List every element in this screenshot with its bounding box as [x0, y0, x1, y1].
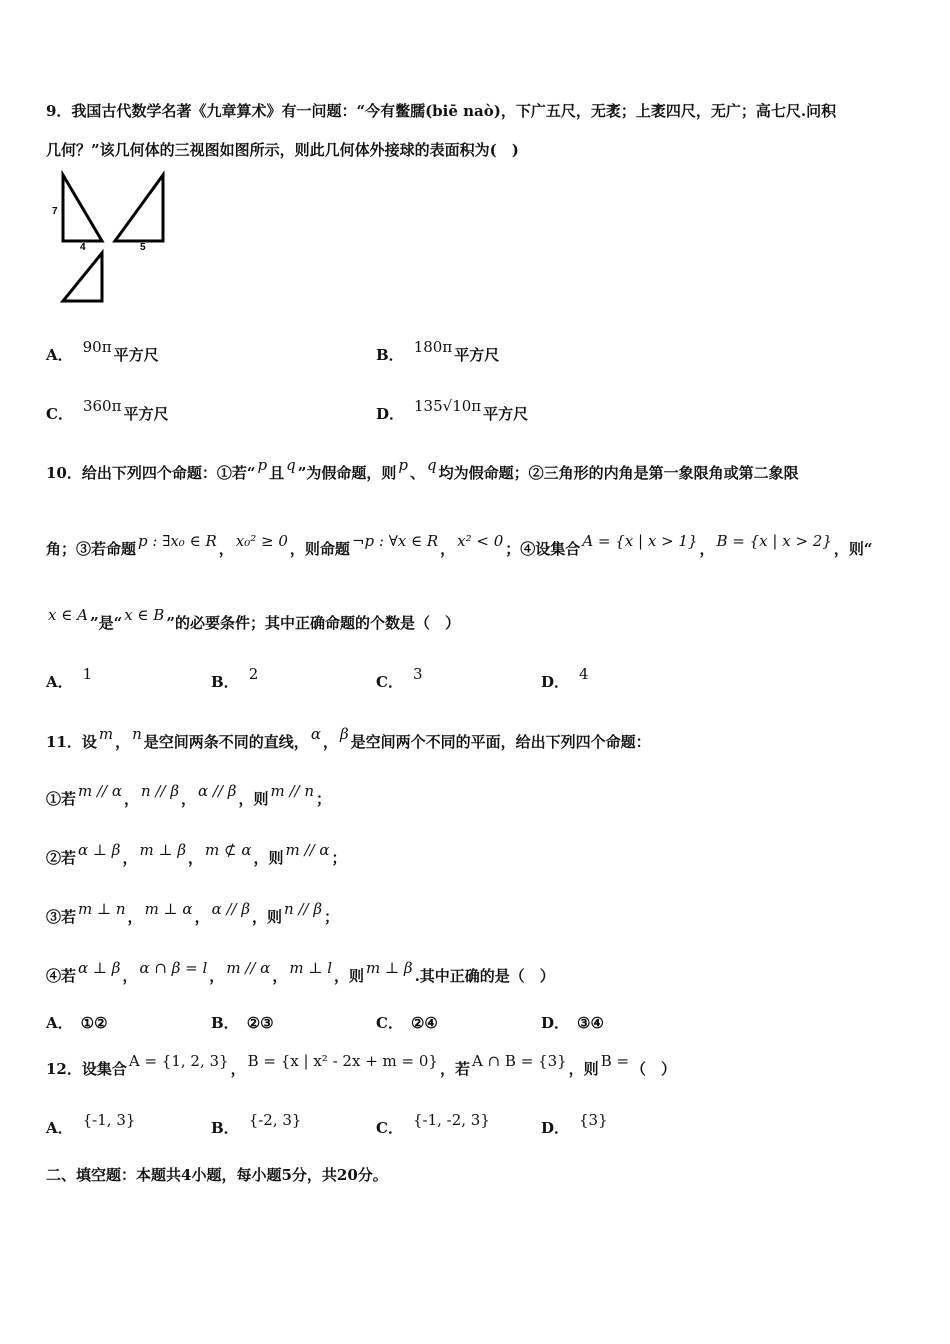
q10-option-b[interactable]: B． 2 [211, 665, 259, 691]
front-view-triangle [63, 175, 102, 241]
q9-option-b[interactable]: B． 180π 平方尺 [376, 338, 500, 364]
top-view-triangle [63, 253, 102, 301]
section-2-heading: 二、填空题：本题共4小题，每小题5分，共20分。 [46, 1166, 388, 1184]
label-width-5: 5 [140, 242, 146, 253]
q12-option-a[interactable]: A． {-1, 3} [46, 1111, 136, 1137]
q11-prop-3: ③若 m ⊥ n ， m ⊥ α ， α // β ，则 n // β ； [46, 900, 340, 926]
q9-option-a[interactable]: A． 90π 平方尺 [46, 338, 159, 364]
side-view-triangle [115, 175, 163, 241]
q12-option-d[interactable]: D． {3} [541, 1111, 608, 1137]
q10-line3: x ∈ A ”是“ x ∈ B ”的必要条件；其中正确命题的个数是（ ） [48, 606, 460, 632]
q9-option-c[interactable]: C． 360π 平方尺 [46, 397, 169, 423]
q11-stem: 11．设 m ， n 是空间两条不同的直线， α ， β 是空间两个不同的平面，给出下列四个命题： [46, 725, 651, 751]
q9-line2: 几何？”该几何体的三视图如图所示，则此几何体外接球的表面积为( ) [46, 141, 519, 159]
q11-option-d[interactable]: D． ③④ [541, 1014, 604, 1032]
three-view-figure [50, 170, 180, 310]
q12-stem: 12．设集合 A = {1, 2, 3} ， B = {x | x² - 2x + m = 0} ，若 A ∩ B = {3} ，则 B = （ ） [46, 1052, 677, 1078]
q12-option-c[interactable]: C． {-1, -2, 3} [376, 1111, 490, 1137]
q10-line1: 10．给出下列四个命题：①若“ p 且 q ”为假命题，则 p 、 q 均为假命题；②三角形的内角是第一象限角或第二象限 [46, 456, 799, 482]
q12-option-b[interactable]: B． {-2, 3} [211, 1111, 302, 1137]
q11-prop-2: ②若 α ⊥ β ， m ⊥ β ， m ⊄ α ，则 m // α ； [46, 841, 347, 867]
q11-option-b[interactable]: B． ②③ [211, 1014, 274, 1032]
q11-prop-4: ④若 α ⊥ β ， α ∩ β = l ， m // α ， m ⊥ l ，则 m ⊥ β .其中正确的是（ ） [46, 959, 555, 985]
label-height-7: 7 [52, 206, 58, 217]
q10-line2: 角；③若命题 p : ∃x₀ ∈ R ， x₀² ≥ 0 ，则命题 ¬p : ∀x ∈ R ， x² < 0 ；④设集合 A = {x | x > 1} ， B = {x | x > 2} ，则“ [46, 532, 873, 558]
q10-option-a[interactable]: A． 1 [46, 665, 93, 691]
q11-option-a[interactable]: A． ①② [46, 1014, 108, 1032]
label-width-4: 4 [80, 242, 86, 253]
q9-line1: 9．我国古代数学名著《九章算术》有一问题：“今有鳖臑(biē naò)，下广五尺，无袤；上袤四尺，无广；高七尺.问积 [46, 102, 837, 120]
q9-option-d[interactable]: D． 135√10π 平方尺 [376, 397, 529, 423]
q10-option-c[interactable]: C． 3 [376, 665, 423, 691]
q11-option-c[interactable]: C． ②④ [376, 1014, 438, 1032]
q11-prop-1: ①若 m // α ， n // β ， α // β ，则 m // n ； [46, 782, 332, 808]
q10-option-d[interactable]: D． 4 [541, 665, 589, 691]
